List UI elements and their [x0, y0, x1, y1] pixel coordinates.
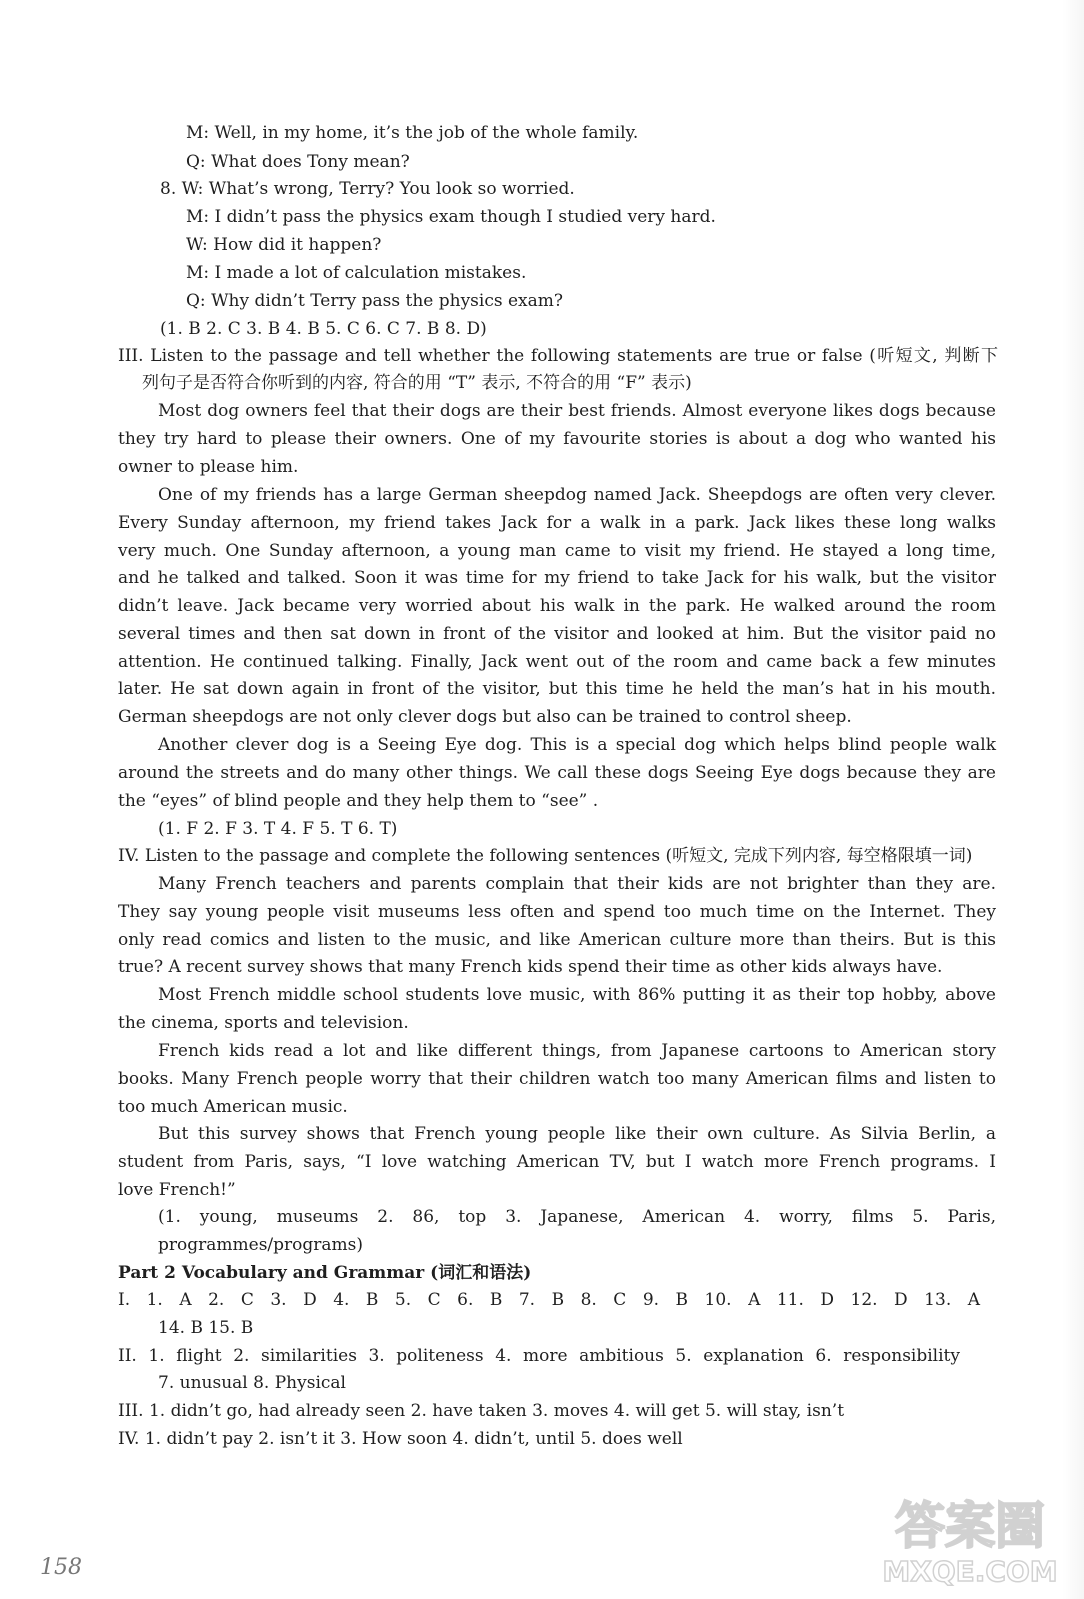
passage-line: books. Many French people worry that their children watch too many American films and listen to — [118, 1069, 996, 1089]
passage-line: attention. He continued talking. Finally, Jack went out of the room and came back a few minutes — [118, 652, 996, 672]
passage-line: One of my friends has a large German sheepdog named Jack. Sheepdogs are often very clever. — [158, 485, 996, 505]
watermark-cn: 答案圈 — [895, 1497, 1045, 1555]
watermark-url: MXQE.COM — [882, 1555, 1058, 1588]
passage-line: too much American music. — [118, 1097, 348, 1117]
passage-line: owner to please him. — [118, 457, 299, 477]
passage-line: Another clever dog is a Seeing Eye dog. This is a special dog which helps blind people walk — [158, 735, 996, 755]
answer-key: 7. unusual 8. Physical — [158, 1373, 346, 1393]
passage-line: only read comics and listen to the music, and like American culture more than theirs. But is this — [118, 930, 996, 950]
passage-line: several times and then sat down in front of the visitor and looked at him. But the visitor paid no — [118, 624, 996, 644]
passage-line: very much. One Sunday afternoon, a young man came to visit my friend. He stayed a long time, — [118, 541, 996, 561]
text-line: Q: What does Tony mean? — [186, 152, 410, 172]
answer-key: (1. F 2. F 3. T 4. F 5. T 6. T) — [158, 819, 398, 839]
text-line: M: I didn’t pass the physics exam though I studied very hard. — [186, 207, 716, 227]
answer-key: I. 1. A 2. C 3. D 4. B 5. C 6. B 7. B 8. C 9. B 10. A 11. D 12. D 13. A — [118, 1290, 980, 1310]
passage-line: student from Paris, says, “I love watching American TV, but I watch more French programs. I — [118, 1152, 996, 1172]
section-heading: III. Listen to the passage and tell whether the following statements are true or false (听短文, 判断下 — [118, 346, 998, 366]
passage-line: But this survey shows that French young people like their own culture. As Silvia Berlin, a — [158, 1124, 996, 1144]
watermark-logo — [870, 1481, 1070, 1591]
passage-line: Most French middle school students love music, with 86% putting it as their top hobby, above — [158, 985, 996, 1005]
answer-key: 14. B 15. B — [158, 1318, 254, 1338]
part-heading: Part 2 Vocabulary and Grammar (词汇和语法) — [118, 1263, 532, 1283]
passage-line: later. He sat down again in front of the visitor, but this time he held the man’s hat in his mouth. — [118, 679, 996, 699]
text-line: 8. W: What’s wrong, Terry? You look so worried. — [160, 179, 575, 199]
passage-line: They say young people visit museums less often and spend too much time on the Internet. They — [118, 902, 996, 922]
passage-line: true? A recent survey shows that many French kids spend their time as other kids always have. — [118, 957, 943, 977]
passage-line: the cinema, sports and television. — [118, 1013, 409, 1033]
answer-key: II. 1. flight 2. similarities 3. politeness 4. more ambitious 5. explanation 6. responsibility — [118, 1346, 960, 1366]
passage-line: French kids read a lot and like different things, from Japanese cartoons to American story — [158, 1041, 996, 1061]
passage-line: and he talked and talked. Soon it was time for my friend to take Jack for his walk, but the visitor — [118, 568, 996, 588]
text-line: M: I made a lot of calculation mistakes. — [186, 263, 527, 283]
passage-line: Every Sunday afternoon, my friend takes Jack for a walk in a park. Jack likes these long walks — [118, 513, 996, 533]
text-line: W: How did it happen? — [186, 235, 382, 255]
passage-line: love French!” — [118, 1180, 236, 1200]
page-edge — [1062, 0, 1084, 1599]
page-number: 158 — [40, 1555, 82, 1580]
answer-key: IV. 1. didn’t pay 2. isn’t it 3. How soon 4. didn’t, until 5. does well — [118, 1429, 683, 1449]
passage-line: around the streets and do many other things. We call these dogs Seeing Eye dogs because they are — [118, 763, 996, 783]
answer-key: III. 1. didn’t go, had already seen 2. have taken 3. moves 4. will get 5. will stay, isn’t — [118, 1401, 845, 1421]
passage-line: German sheepdogs are not only clever dogs but also can be trained to control sheep. — [118, 707, 852, 727]
passage-line: didn’t leave. Jack became very worried about his walk in the park. He walked around the room — [118, 596, 996, 616]
answer-key: programmes/programs) — [158, 1235, 364, 1255]
passage-line: Most dog owners feel that their dogs are their best friends. Almost everyone likes dogs because — [158, 401, 996, 421]
passage-line: they try hard to please their owners. One of my favourite stories is about a dog who wanted his — [118, 429, 996, 449]
passage-line: Many French teachers and parents complain that their kids are not brighter than they are. — [158, 874, 996, 894]
section-heading: IV. Listen to the passage and complete the following sentences (听短文, 完成下列内容, 每空格限填一词) — [118, 846, 973, 866]
text-line: Q: Why didn’t Terry pass the physics exam? — [186, 291, 564, 311]
passage-line: the “eyes” of blind people and they help them to “see” . — [118, 791, 599, 811]
answer-key: (1. young, museums 2. 86, top 3. Japanese, American 4. worry, films 5. Paris, — [158, 1207, 996, 1227]
section-heading: 列句子是否符合你听到的内容, 符合的用 “T” 表示, 不符合的用 “F” 表示) — [142, 373, 692, 393]
answer-key: (1. B 2. C 3. B 4. B 5. C 6. C 7. B 8. D) — [160, 319, 487, 339]
text-line: M: Well, in my home, it’s the job of the whole family. — [186, 123, 639, 143]
